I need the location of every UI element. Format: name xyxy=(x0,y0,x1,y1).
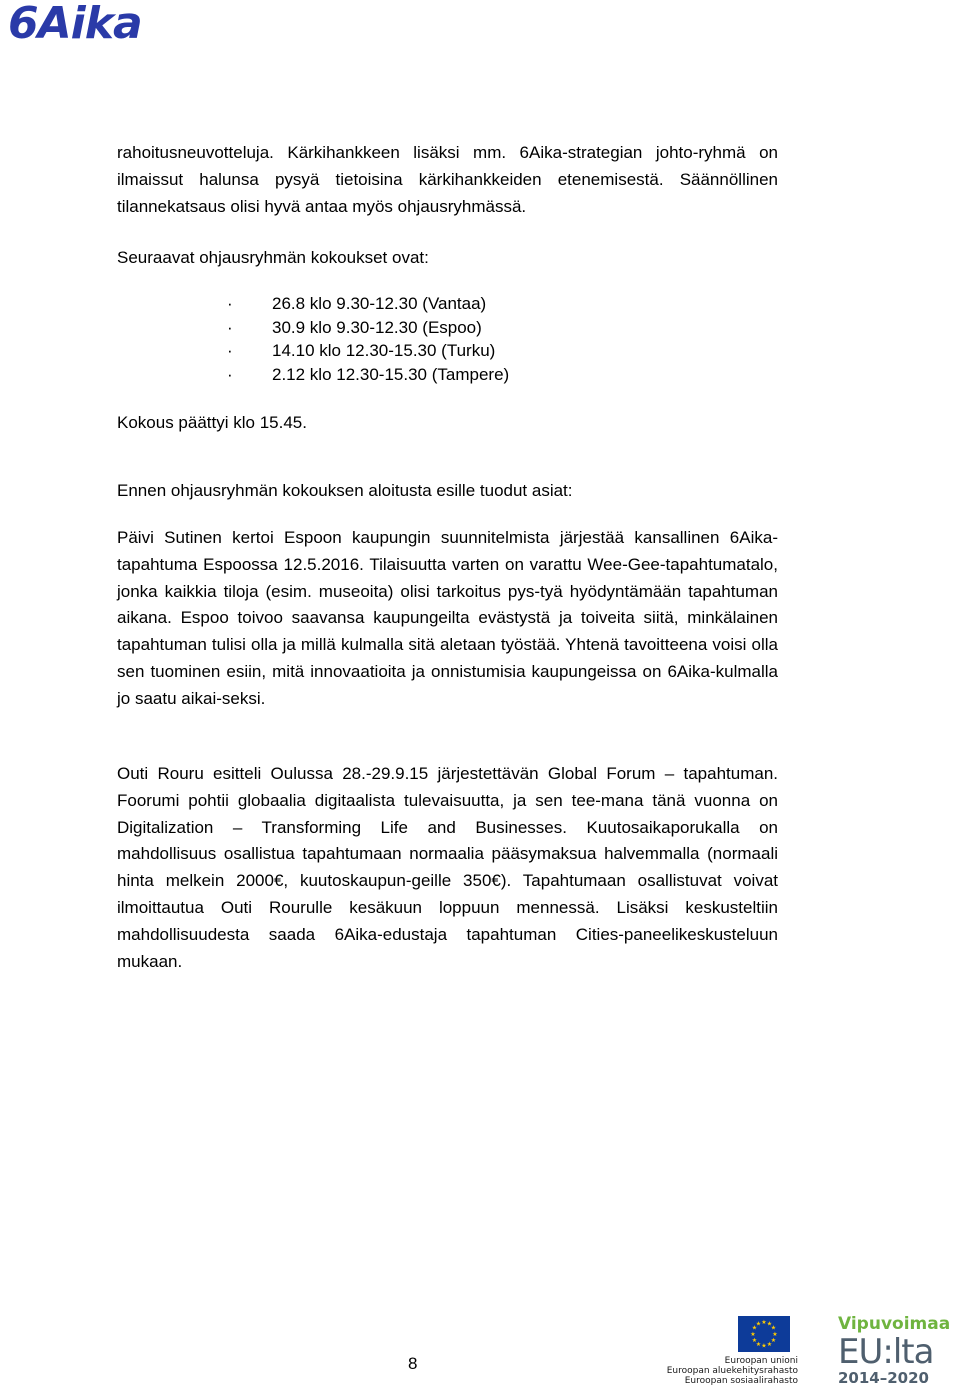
eu-logo xyxy=(638,1316,798,1390)
list-item: · 30.9 klo 9.30-12.30 (Espoo) xyxy=(227,316,509,340)
svg-text:★: ★ xyxy=(751,1337,758,1344)
eu-logo-text: Euroopan unioni Euroopan aluekehitysrahasto Euroopan sosiaalirahasto xyxy=(666,1356,798,1386)
bullet-dot: · xyxy=(227,294,233,313)
bullet-dot: · xyxy=(227,364,233,384)
svg-text:★: ★ xyxy=(766,1341,773,1348)
svg-text:★: ★ xyxy=(770,1324,777,1332)
list-item: · 2.12 klo 12.30-15.30 (Tampere) xyxy=(227,363,509,387)
svg-text:★: ★ xyxy=(750,1331,756,1338)
svg-text:★: ★ xyxy=(755,1341,762,1348)
svg-text:★: ★ xyxy=(761,1342,767,1350)
svg-text:★: ★ xyxy=(766,1320,773,1328)
svg-text:★: ★ xyxy=(755,1320,762,1328)
paragraph-meeting-end: Kokous päättyi klo 15.45. xyxy=(117,413,307,432)
bullet-dot: · xyxy=(227,341,233,360)
vipuvoimaa-logo: Vipuvoimaa EU:lta 2014–2020 xyxy=(838,1314,951,1387)
6aika-logo: 6Aika xyxy=(8,0,142,49)
svg-text:★: ★ xyxy=(751,1324,758,1332)
svg-text:★: ★ xyxy=(770,1337,777,1344)
svg-text:★: ★ xyxy=(761,1319,767,1326)
paragraph-intro: rahoitusneuvotteluja. Kärkihankkeen lisäksi mm. 6Aika-strategian johto-ryhmä on ilmaissut halunsa pysyä tietoisina kärkihankkeiden etenemisestä. Säännöllinen tilannekatsaus olisi hyvä antaa myös ohjausryhmässä. xyxy=(117,143,778,216)
paragraph-espoo-event: Päivi Sutinen kertoi Espoon kaupungin suunnitelmista järjestää kansallinen 6Aika-tapahtuma Espoossa 12.5.2016. Tilaisuutta varten on varattu Wee-Gee-tapahtumatalo, jonka kaikkia tiloja (esim. museoita) olisi tarkoitus pys-tyä hyödyntämään tapahtuman aikana. Espoo toivoo saavansa kaupungeilta evästystä ja toiveita siitä, minkälainen tapahtuman tulisi olla ja millä kulmalla sitä aletaan työstää. Yhtenä tavoitteena voisi olla sen tuominen esiin, mitä innovaatioita ja onnistumisia kaupungeissa on 6Aika-kulmalla jo saatu aikai-seksi. xyxy=(117,528,778,708)
paragraph-pre-meeting-heading: Ennen ohjausryhmän kokouksen aloitusta esille tuodut asiat: xyxy=(117,481,573,500)
meeting-list xyxy=(227,292,509,386)
page-number: 8 xyxy=(408,1354,418,1373)
list-item: · 26.8 klo 9.30-12.30 (Vantaa) xyxy=(227,292,509,316)
eu-flag-icon xyxy=(738,1316,790,1352)
svg-text:★: ★ xyxy=(772,1331,778,1338)
bullet-dot: · xyxy=(227,317,233,337)
paragraph-next-meetings: Seuraavat ohjausryhmän kokoukset ovat: xyxy=(117,248,429,267)
list-item: · 14.10 klo 12.30-15.30 (Turku) xyxy=(227,339,509,363)
paragraph-global-forum: Outi Rouru esitteli Oulussa 28.-29.9.15 järjestettävän Global Forum – tapahtuman. Foorumi pohtii globaalia digitaalista tulevaisuutta, ja sen tee-mana tänä vuonna on Digitalization – Transforming Life and Businesses. Kuutosaikaporukalla on mahdollisuus osallistua tapahtumaan normaalia pääsymaksua halvemmalla (normaali hinta melkein 2000€, kuutoskaupun-geille 350€). Tapahtumaan osallistuvat voivat ilmoittautua Outi Rourulle kesäkuun loppuun mennessä. Lisäksi keskusteltiin mahdollisuudesta saada 6Aika-edustaja tapahtuman Cities-paneelikeskusteluun mukaan. xyxy=(117,764,778,971)
